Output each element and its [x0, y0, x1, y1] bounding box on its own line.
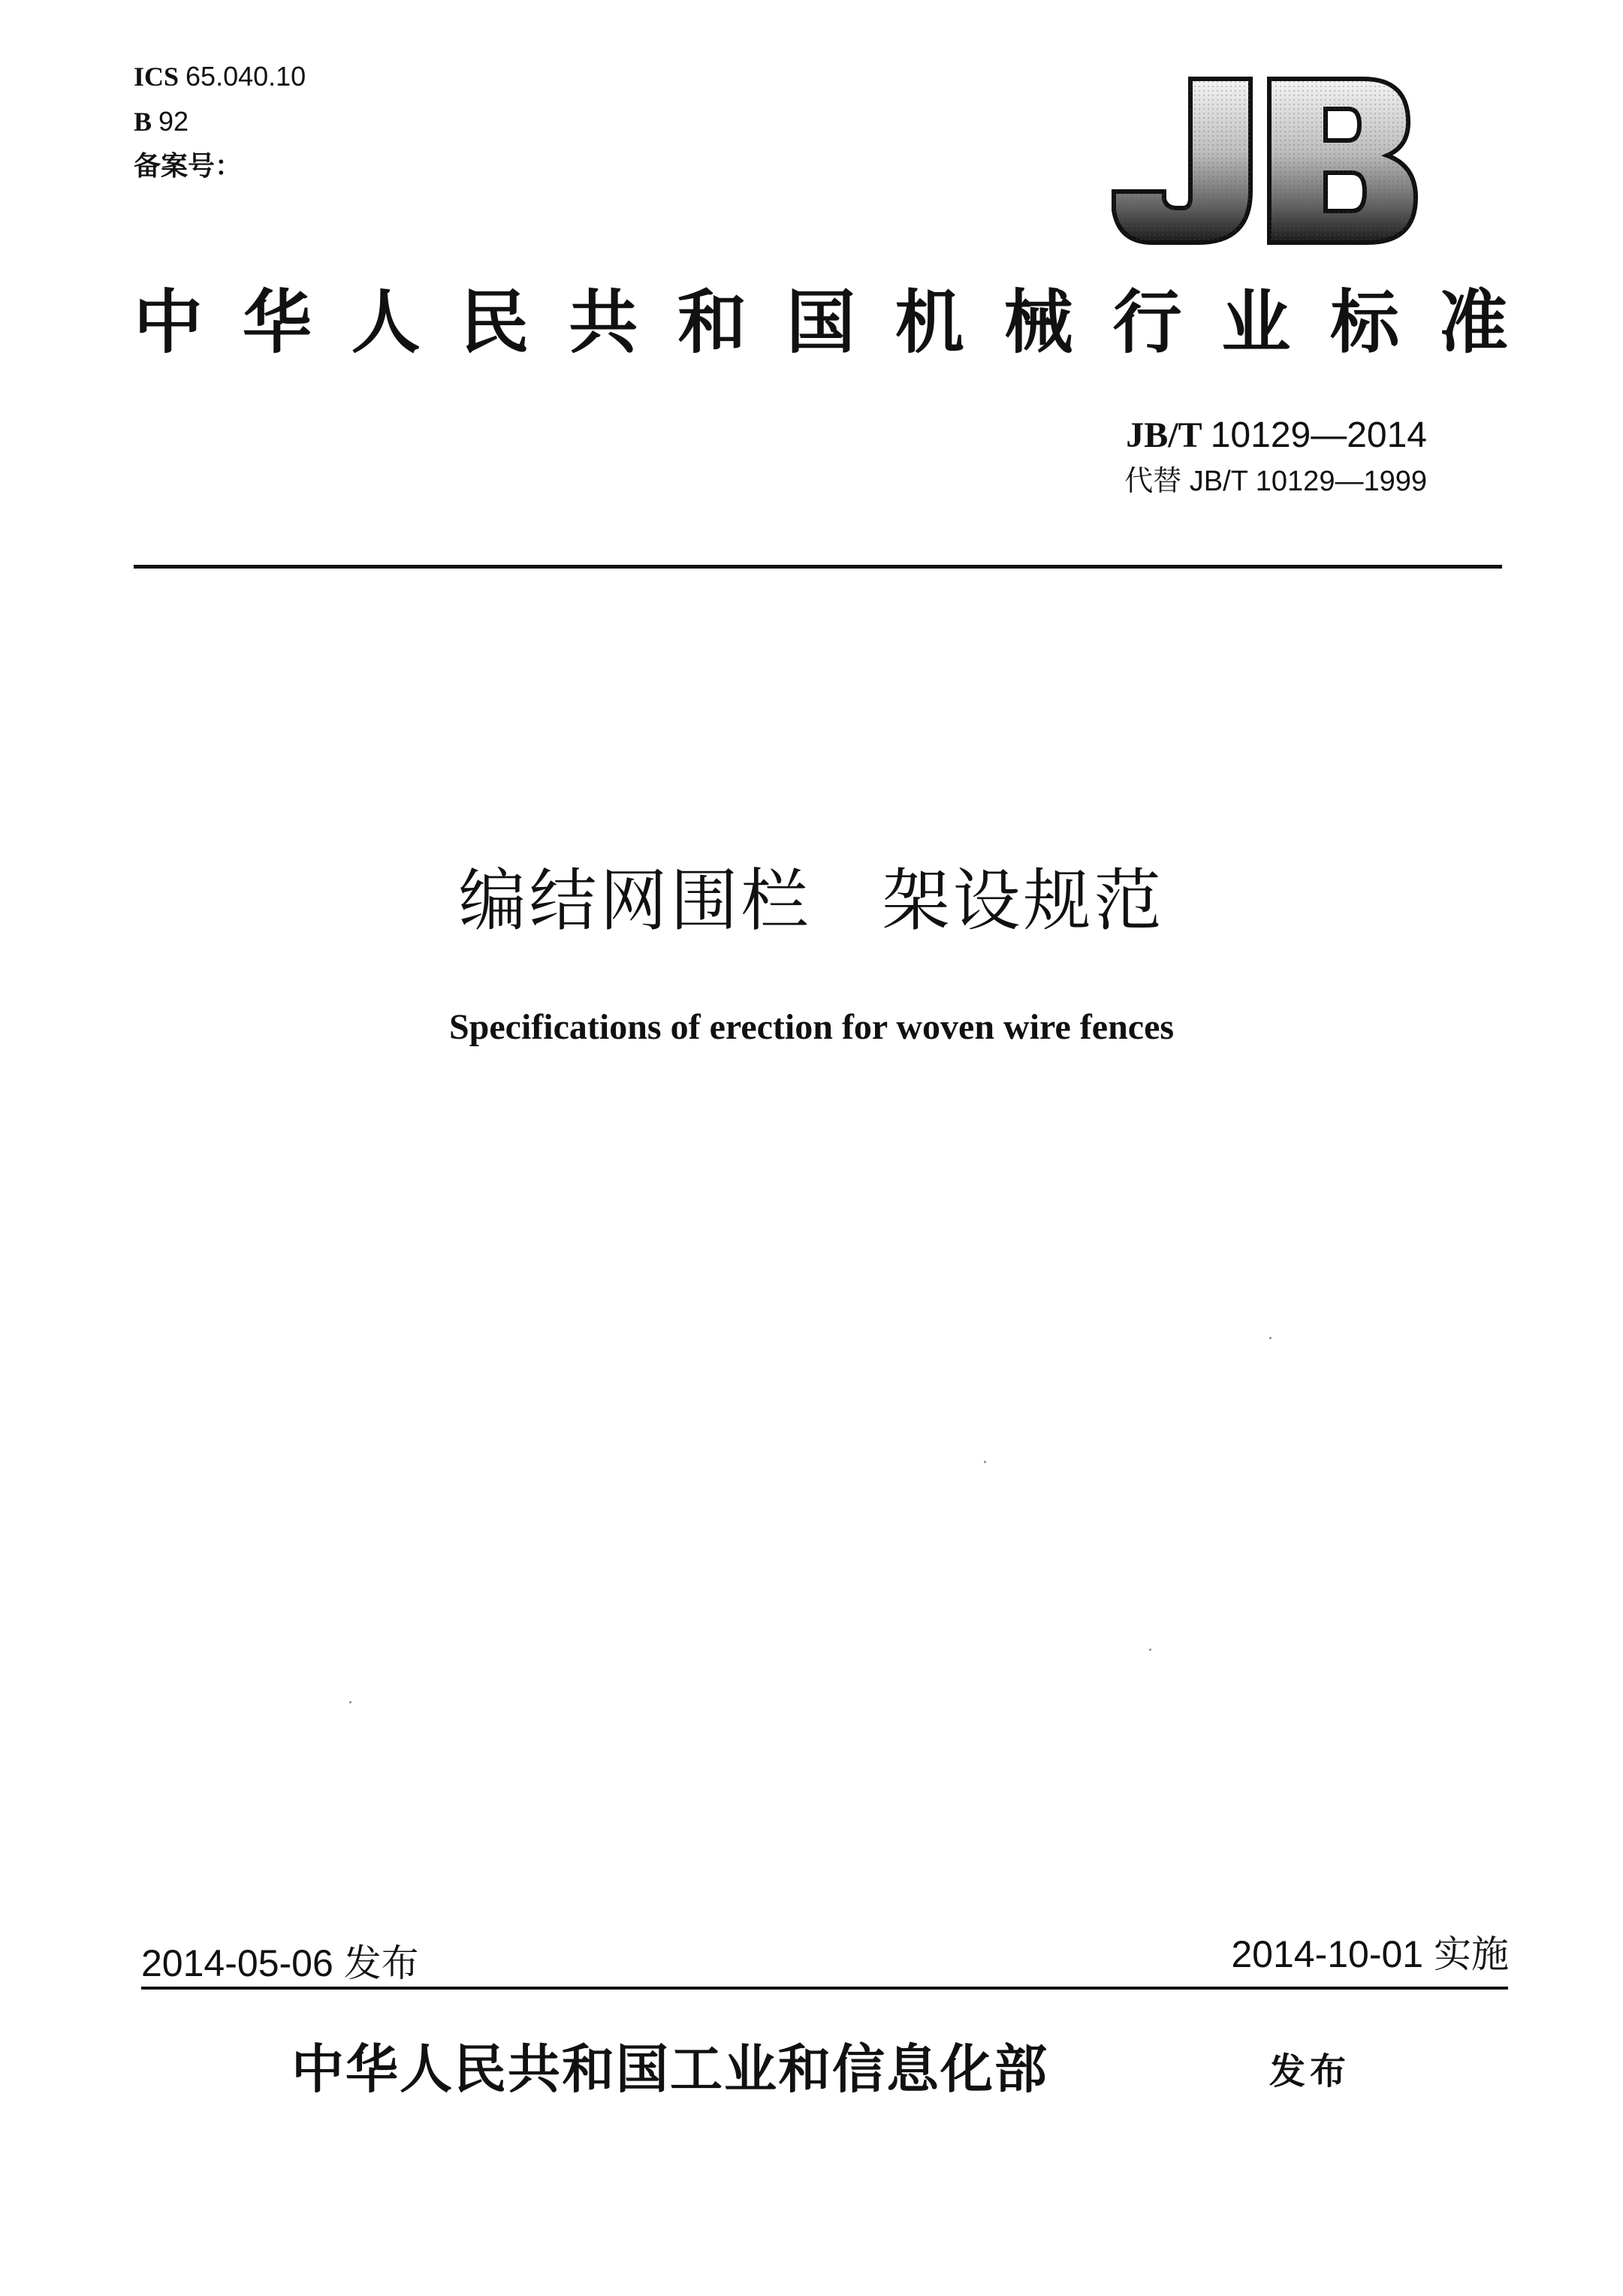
main-title [134, 278, 1508, 368]
standard-code-number: 10129—2014 [1210, 415, 1427, 455]
issuer-name: 中华人民共和国工业和信息化部 [291, 2038, 1048, 2100]
logo-text: JB [1108, 71, 1109, 72]
jb-logo [1108, 71, 1423, 252]
main-title-char: 行 [1112, 282, 1182, 363]
issuer-suffix: 发布 [1269, 2050, 1351, 2092]
logo-b-letter [1269, 79, 1416, 243]
main-title-char: 民 [460, 282, 529, 363]
replaces-code: JB/T 10129—1999 [1189, 466, 1427, 497]
scan-speck [1149, 1649, 1151, 1651]
main-title-char: 中 [134, 282, 204, 363]
standard-code [1126, 413, 1427, 458]
replaces-label: 代替 [1124, 464, 1182, 497]
main-title-char: 业 [1221, 282, 1291, 363]
main-title-char: 准 [1438, 282, 1508, 363]
implementation-date: 2014-10-01 实施 [1231, 1933, 1509, 1975]
standard-code-prefix: JB/T [1126, 415, 1202, 455]
document-title-cn: 编结网围栏 架设规范 [458, 861, 1165, 940]
document-title-en: Specifications of erection for woven wire fences [448, 1007, 1175, 1047]
issue-date: 2014-05-06 发布 [141, 1942, 419, 1984]
main-title-char: 国 [786, 282, 855, 363]
filing-number: 备案号： [134, 151, 243, 182]
classification-value: 92 [158, 106, 189, 137]
classification-code [134, 107, 189, 137]
ics-code [134, 62, 306, 92]
main-title-char: 共 [569, 282, 638, 363]
scan-speck [984, 1461, 986, 1463]
main-title-char: 标 [1330, 282, 1400, 363]
ics-value: 65.040.10 [186, 61, 306, 92]
scan-speck [1269, 1337, 1272, 1339]
top-divider [134, 565, 1502, 569]
scan-speck [349, 1701, 351, 1703]
replaces-standard [1124, 462, 1427, 500]
bottom-divider [141, 1987, 1508, 1990]
main-title-char: 和 [677, 282, 747, 363]
main-title-char: 机 [894, 282, 964, 363]
classification-label: B [134, 107, 152, 137]
main-title-char: 华 [242, 282, 312, 363]
ics-label: ICS [134, 62, 179, 92]
logo-j-letter [1114, 79, 1250, 243]
main-title-char: 人 [351, 282, 421, 363]
main-title-char: 械 [1003, 282, 1073, 363]
